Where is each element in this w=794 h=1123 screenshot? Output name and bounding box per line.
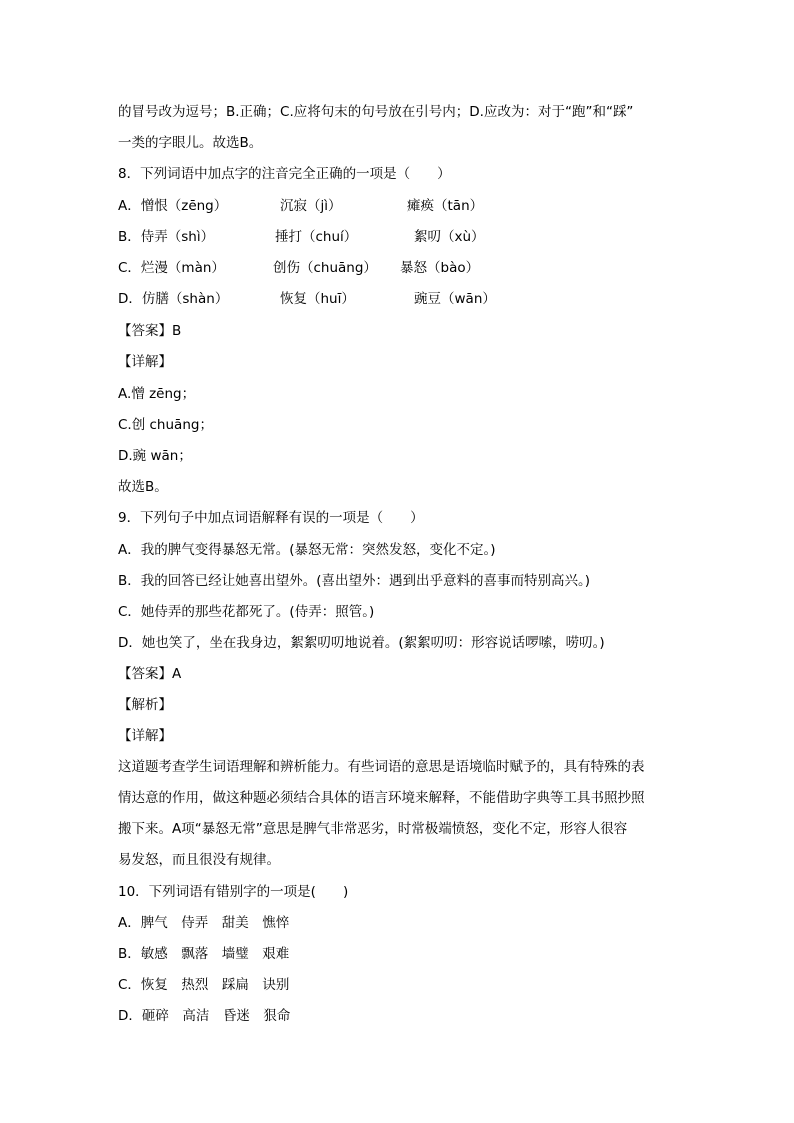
q8-detail-line: D.豌 wān； xyxy=(118,448,192,464)
q8-option-b-col2: 捶打（chuí） xyxy=(275,229,358,245)
q8-option-c-col1: C．烂漫（màn） xyxy=(118,260,225,276)
q9-paragraph-line: 这道题考查学生词语理解和辨析能力。有些词语的意思是语境临时赋予的，具有特殊的表 xyxy=(118,759,645,775)
q10-option-b: B．敏感 飘落 墙璧 艰难 xyxy=(118,946,290,962)
q8-option-b-col3: 絮叨（xù） xyxy=(414,229,485,245)
q8-option-d-col3: 豌豆（wān） xyxy=(414,291,496,307)
q8-option-b-col1: B．侍弄（shì） xyxy=(118,229,215,245)
q8-option-a-col1: A．憎恨（zēng） xyxy=(118,198,228,214)
q9-paragraph-line: 情达意的作用，做这种题必须结合具体的语言环境来解释，不能借助字典等工具书照抄照 xyxy=(118,790,645,806)
q8-detail-label: 【详解】 xyxy=(118,354,172,370)
q8-option-c xyxy=(118,258,480,278)
q8-detail-line: A.憎 zēng； xyxy=(118,386,196,402)
q8-option-d xyxy=(118,289,496,309)
q8-option-b xyxy=(118,227,485,247)
q8-option-c-col3: 暴怒（bào） xyxy=(400,260,480,276)
q9-option-d: D．她也笑了，坐在我身边，絮絮叨叨地说着。(絮絮叨叨：形容说话啰嗦，唠叨。) xyxy=(118,635,605,651)
q9-paragraph-line: 易发怒，而且很没有规律。 xyxy=(118,852,280,868)
q8-detail-line: C.创 chuāng； xyxy=(118,417,213,433)
q8-option-a-col3: 瘫痪（tān） xyxy=(407,198,484,214)
question-9-stem: 9．下列句子中加点词语解释有误的一项是（ ） xyxy=(118,510,424,526)
q8-option-c-col2: 创伤（chuāng） xyxy=(273,260,377,276)
q9-option-c: C．她侍弄的那些花都死了。(侍弄：照管。) xyxy=(118,604,375,620)
q8-answer: 【答案】B xyxy=(118,323,182,339)
q9-analysis-label: 【解析】 xyxy=(118,697,172,713)
q8-option-a xyxy=(118,196,484,216)
q8-conclusion: 故选B。 xyxy=(118,479,168,495)
q10-option-a: A．脾气 侍弄 甜美 憔悴 xyxy=(118,915,290,931)
q10-option-c: C．恢复 热烈 踩扁 诀别 xyxy=(118,977,290,993)
question-10-stem: 10．下列词语有错别字的一项是( ) xyxy=(118,884,349,900)
q9-detail-label: 【详解】 xyxy=(118,728,172,744)
q8-option-d-col1: D．仿膳（shàn） xyxy=(118,291,229,307)
q9-paragraph-line: 搬下来。A项“暴怒无常”意思是脾气非常恶劣，时常极端愤怒，变化不定，形容人很容 xyxy=(118,821,628,837)
q10-option-d: D．砸碎 高洁 昏迷 狠命 xyxy=(118,1008,291,1024)
text-line: 一类的字眼儿。故选B。 xyxy=(118,135,263,151)
q9-option-b: B．我的回答已经让她喜出望外。(喜出望外：遇到出乎意料的喜事而特别高兴。) xyxy=(118,573,591,589)
text-line: 的冒号改为逗号；B.正确；C.应将句末的句号放在引号内；D.应改为：对于“跑”和“踩” xyxy=(118,104,634,120)
q8-option-d-col2: 恢复（huī） xyxy=(280,291,355,307)
q9-answer: 【答案】A xyxy=(118,666,182,682)
q9-option-a: A．我的脾气变得暴怒无常。(暴怒无常：突然发怒，变化不定。) xyxy=(118,542,496,558)
question-8-stem: 8．下列词语中加点字的注音完全正确的一项是（ ） xyxy=(118,166,451,182)
q8-option-a-col2: 沉寂（jì） xyxy=(280,198,342,214)
